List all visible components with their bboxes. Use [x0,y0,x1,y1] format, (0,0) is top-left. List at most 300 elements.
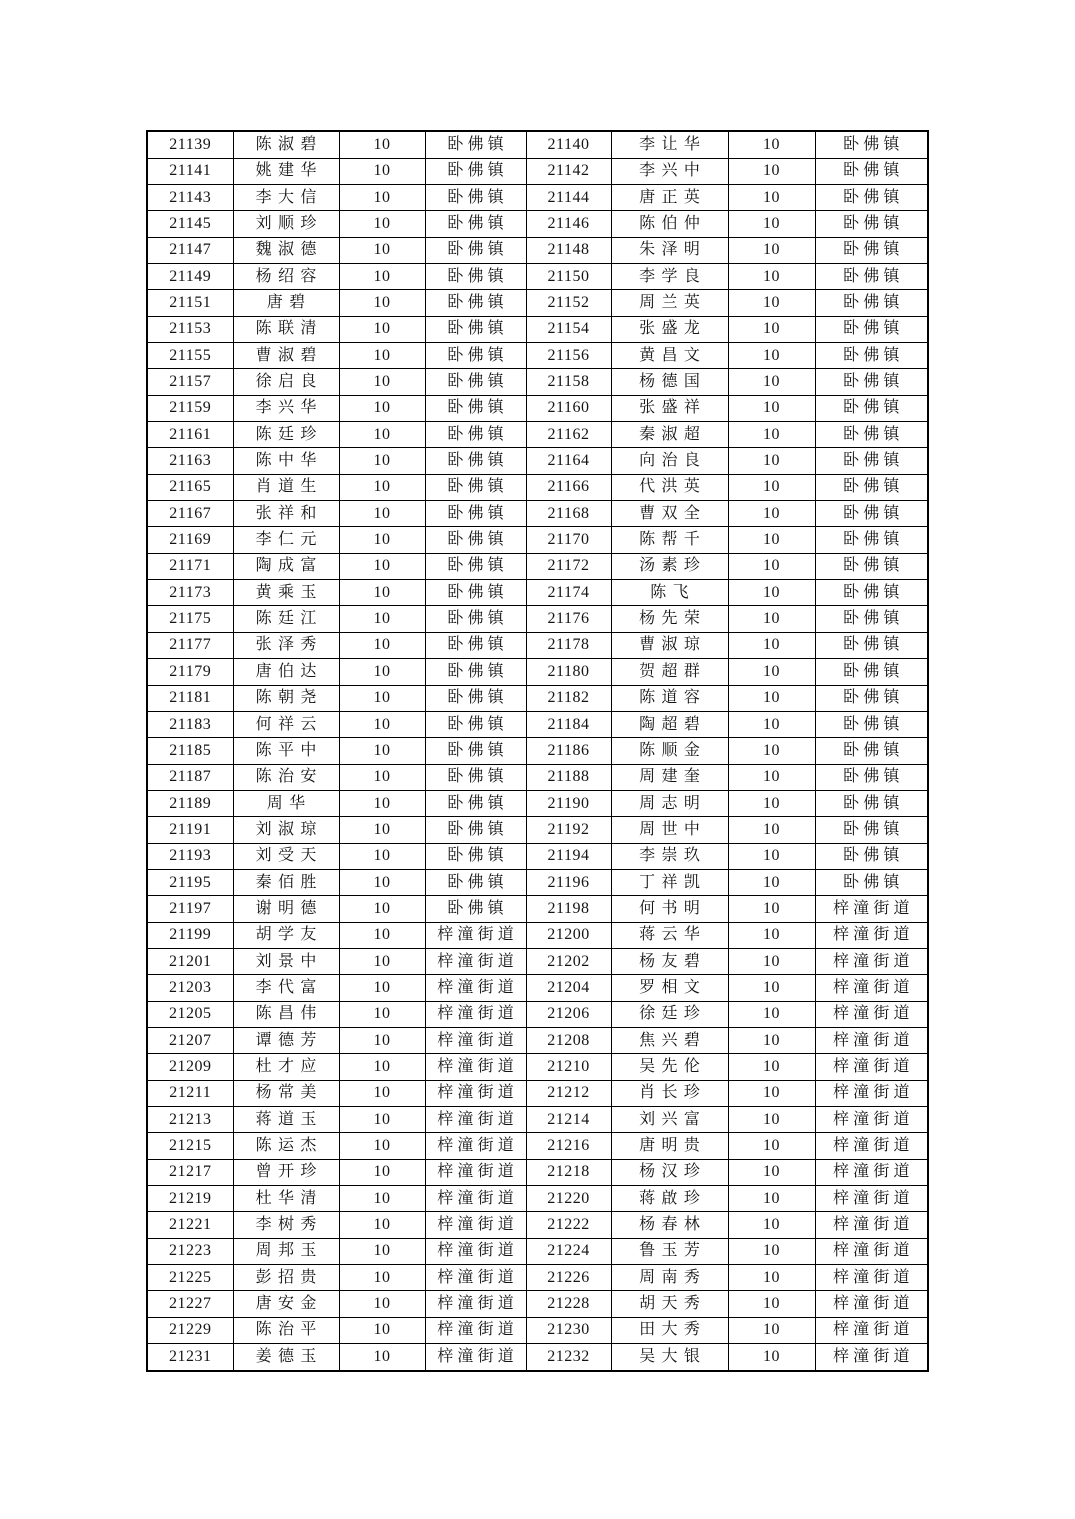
table-row [147,764,928,790]
id-cell: 21141 [147,158,233,184]
name-cell: 黄乘玉 [233,580,339,606]
name-cell: 陈中华 [233,448,339,474]
table-row [147,948,928,974]
town-cell: 卧佛镇 [425,237,526,263]
id-cell: 21228 [526,1291,611,1317]
name-cell: 杨先荣 [611,606,728,632]
amount-cell: 10 [339,711,425,737]
id-cell: 21178 [526,632,611,658]
amount-cell: 10 [728,922,815,948]
amount-cell: 10 [339,474,425,500]
amount-cell: 10 [728,764,815,790]
id-cell: 21197 [147,896,233,922]
id-cell: 21218 [526,1159,611,1185]
table-row [147,1001,928,1027]
name-cell: 朱泽明 [611,237,728,263]
name-cell: 陈顺金 [611,738,728,764]
name-cell: 张盛龙 [611,316,728,342]
name-cell: 姚建华 [233,158,339,184]
id-cell: 21230 [526,1317,611,1343]
id-cell: 21216 [526,1133,611,1159]
id-cell: 21151 [147,290,233,316]
town-cell: 卧佛镇 [425,790,526,816]
town-cell: 卧佛镇 [425,764,526,790]
town-cell: 卧佛镇 [815,711,928,737]
id-cell: 21147 [147,237,233,263]
amount-cell: 10 [728,711,815,737]
amount-cell: 10 [339,764,425,790]
id-cell: 21159 [147,395,233,421]
town-cell: 梓潼街道 [425,1317,526,1343]
amount-cell: 10 [339,817,425,843]
id-cell: 21226 [526,1265,611,1291]
id-cell: 21232 [526,1344,611,1371]
amount-cell: 10 [728,843,815,869]
town-cell: 卧佛镇 [425,369,526,395]
amount-cell: 10 [728,501,815,527]
amount-cell: 10 [339,553,425,579]
name-cell: 李树秀 [233,1212,339,1238]
name-cell: 陈飞 [611,580,728,606]
name-cell: 代洪英 [611,474,728,500]
table-row [147,685,928,711]
amount-cell: 10 [339,606,425,632]
id-cell: 21150 [526,264,611,290]
id-cell: 21189 [147,790,233,816]
id-cell: 21225 [147,1265,233,1291]
table-row [147,290,928,316]
id-cell: 21154 [526,316,611,342]
table-row [147,501,928,527]
id-cell: 21212 [526,1080,611,1106]
name-cell: 谢明德 [233,896,339,922]
id-cell: 21170 [526,527,611,553]
amount-cell: 10 [728,606,815,632]
amount-cell: 10 [339,448,425,474]
town-cell: 卧佛镇 [815,395,928,421]
town-cell: 梓潼街道 [425,975,526,1001]
amount-cell: 10 [728,527,815,553]
id-cell: 21157 [147,369,233,395]
amount-cell: 10 [728,738,815,764]
id-cell: 21164 [526,448,611,474]
id-cell: 21166 [526,474,611,500]
name-cell: 吴大银 [611,1344,728,1371]
town-cell: 梓潼街道 [815,1159,928,1185]
name-cell: 李仁元 [233,527,339,553]
table-row [147,1238,928,1264]
amount-cell: 10 [728,790,815,816]
name-cell: 刘淑琼 [233,817,339,843]
amount-cell: 10 [339,1159,425,1185]
name-cell: 李代富 [233,975,339,1001]
town-cell: 梓潼街道 [815,922,928,948]
id-cell: 21194 [526,843,611,869]
town-cell: 卧佛镇 [815,764,928,790]
town-cell: 卧佛镇 [425,501,526,527]
name-cell: 蒋道玉 [233,1107,339,1133]
id-cell: 21202 [526,948,611,974]
town-cell: 梓潼街道 [815,1001,928,1027]
id-cell: 21175 [147,606,233,632]
amount-cell: 10 [339,896,425,922]
name-cell: 刘受天 [233,843,339,869]
town-cell: 卧佛镇 [425,527,526,553]
id-cell: 21181 [147,685,233,711]
name-cell: 魏淑德 [233,237,339,263]
amount-cell: 10 [728,422,815,448]
id-cell: 21161 [147,422,233,448]
name-cell: 周志明 [611,790,728,816]
id-cell: 21162 [526,422,611,448]
town-cell: 卧佛镇 [425,316,526,342]
name-cell: 曾开珍 [233,1159,339,1185]
table-row [147,1265,928,1291]
town-cell: 梓潼街道 [425,1054,526,1080]
id-cell: 21160 [526,395,611,421]
town-cell: 卧佛镇 [815,580,928,606]
table-row [147,1291,928,1317]
name-cell: 杨常美 [233,1080,339,1106]
table-row [147,790,928,816]
amount-cell: 10 [728,1344,815,1371]
name-cell: 杨友碧 [611,948,728,974]
table-row [147,1344,928,1371]
town-cell: 卧佛镇 [425,817,526,843]
name-cell: 李学良 [611,264,728,290]
town-cell: 卧佛镇 [815,343,928,369]
id-cell: 21165 [147,474,233,500]
name-cell: 陈昌伟 [233,1001,339,1027]
amount-cell: 10 [728,1133,815,1159]
name-cell: 张泽秀 [233,632,339,658]
id-cell: 21155 [147,343,233,369]
id-cell: 21204 [526,975,611,1001]
amount-cell: 10 [339,580,425,606]
table-row [147,817,928,843]
name-cell: 杨绍容 [233,264,339,290]
town-cell: 卧佛镇 [425,343,526,369]
name-cell: 向治良 [611,448,728,474]
town-cell: 卧佛镇 [425,211,526,237]
name-cell: 鲁玉芳 [611,1238,728,1264]
name-cell: 陈运杰 [233,1133,339,1159]
id-cell: 21179 [147,659,233,685]
name-cell: 何祥云 [233,711,339,737]
name-cell: 刘兴富 [611,1107,728,1133]
id-cell: 21200 [526,922,611,948]
town-cell: 梓潼街道 [425,1212,526,1238]
table-row [147,869,928,895]
amount-cell: 10 [339,211,425,237]
table-row [147,975,928,1001]
amount-cell: 10 [728,1080,815,1106]
name-cell: 唐伯达 [233,659,339,685]
table-row [147,738,928,764]
town-cell: 梓潼街道 [815,1133,928,1159]
id-cell: 21177 [147,632,233,658]
table-row [147,1186,928,1212]
table-row [147,474,928,500]
amount-cell: 10 [728,264,815,290]
id-cell: 21144 [526,184,611,210]
name-cell: 肖长珍 [611,1080,728,1106]
id-cell: 21210 [526,1054,611,1080]
amount-cell: 10 [728,343,815,369]
town-cell: 卧佛镇 [425,843,526,869]
name-cell: 陈朝尧 [233,685,339,711]
amount-cell: 10 [339,501,425,527]
name-cell: 肖道生 [233,474,339,500]
town-cell: 梓潼街道 [815,1238,928,1264]
id-cell: 21156 [526,343,611,369]
name-cell: 胡天秀 [611,1291,728,1317]
amount-cell: 10 [339,422,425,448]
table-row [147,237,928,263]
town-cell: 卧佛镇 [425,711,526,737]
name-cell: 贺超群 [611,659,728,685]
town-cell: 卧佛镇 [815,869,928,895]
amount-cell: 10 [728,1027,815,1053]
amount-cell: 10 [728,1107,815,1133]
amount-cell: 10 [728,1317,815,1343]
name-cell: 罗相文 [611,975,728,1001]
id-cell: 21211 [147,1080,233,1106]
name-cell: 姜德玉 [233,1344,339,1371]
amount-cell: 10 [339,632,425,658]
amount-cell: 10 [728,632,815,658]
name-cell: 陈治平 [233,1317,339,1343]
table-row [147,632,928,658]
amount-cell: 10 [728,1238,815,1264]
town-cell: 卧佛镇 [425,290,526,316]
amount-cell: 10 [339,1133,425,1159]
town-cell: 卧佛镇 [815,131,928,158]
town-cell: 卧佛镇 [815,501,928,527]
id-cell: 21145 [147,211,233,237]
name-cell: 秦佰胜 [233,869,339,895]
town-cell: 卧佛镇 [425,158,526,184]
amount-cell: 10 [339,1001,425,1027]
town-cell: 卧佛镇 [425,448,526,474]
name-cell: 唐碧 [233,290,339,316]
name-cell: 汤素珍 [611,553,728,579]
table-row [147,659,928,685]
amount-cell: 10 [339,264,425,290]
town-cell: 卧佛镇 [815,448,928,474]
town-cell: 卧佛镇 [425,422,526,448]
town-cell: 梓潼街道 [425,1159,526,1185]
town-cell: 梓潼街道 [425,922,526,948]
name-cell: 周世中 [611,817,728,843]
name-cell: 杨春林 [611,1212,728,1238]
town-cell: 卧佛镇 [815,553,928,579]
town-cell: 梓潼街道 [425,948,526,974]
town-cell: 梓潼街道 [425,1107,526,1133]
id-cell: 21173 [147,580,233,606]
town-cell: 卧佛镇 [425,896,526,922]
amount-cell: 10 [339,1317,425,1343]
name-cell: 李让华 [611,131,728,158]
town-cell: 卧佛镇 [425,632,526,658]
town-cell: 梓潼街道 [815,948,928,974]
town-cell: 梓潼街道 [815,1344,928,1371]
id-cell: 21206 [526,1001,611,1027]
id-cell: 21205 [147,1001,233,1027]
id-cell: 21227 [147,1291,233,1317]
name-cell: 田大秀 [611,1317,728,1343]
id-cell: 21186 [526,738,611,764]
town-cell: 梓潼街道 [425,1133,526,1159]
id-cell: 21152 [526,290,611,316]
name-cell: 胡学友 [233,922,339,948]
amount-cell: 10 [339,790,425,816]
table-row [147,1159,928,1185]
town-cell: 卧佛镇 [815,158,928,184]
amount-cell: 10 [728,1291,815,1317]
town-cell: 卧佛镇 [815,790,928,816]
id-cell: 21184 [526,711,611,737]
name-cell: 黄昌文 [611,343,728,369]
amount-cell: 10 [728,1001,815,1027]
amount-cell: 10 [728,580,815,606]
town-cell: 卧佛镇 [815,264,928,290]
name-cell: 杨汉珍 [611,1159,728,1185]
id-cell: 21176 [526,606,611,632]
amount-cell: 10 [728,158,815,184]
table-row [147,1317,928,1343]
id-cell: 21207 [147,1027,233,1053]
table-row [147,922,928,948]
amount-cell: 10 [728,395,815,421]
table-row [147,448,928,474]
town-cell: 梓潼街道 [425,1291,526,1317]
table-row [147,369,928,395]
town-cell: 卧佛镇 [815,606,928,632]
id-cell: 21180 [526,659,611,685]
town-cell: 卧佛镇 [425,131,526,158]
id-cell: 21208 [526,1027,611,1053]
town-cell: 梓潼街道 [425,1186,526,1212]
amount-cell: 10 [339,948,425,974]
name-cell: 李兴华 [233,395,339,421]
name-cell: 蒋云华 [611,922,728,948]
town-cell: 梓潼街道 [425,1001,526,1027]
name-cell: 周华 [233,790,339,816]
town-cell: 梓潼街道 [425,1265,526,1291]
id-cell: 21172 [526,553,611,579]
id-cell: 21187 [147,764,233,790]
amount-cell: 10 [339,343,425,369]
name-cell: 杜才应 [233,1054,339,1080]
id-cell: 21217 [147,1159,233,1185]
name-cell: 彭招贵 [233,1265,339,1291]
town-cell: 梓潼街道 [815,896,928,922]
id-cell: 21140 [526,131,611,158]
amount-cell: 10 [339,316,425,342]
town-cell: 卧佛镇 [815,843,928,869]
table-row [147,1080,928,1106]
town-cell: 卧佛镇 [425,869,526,895]
id-cell: 21168 [526,501,611,527]
town-cell: 卧佛镇 [815,184,928,210]
name-cell: 陈联清 [233,316,339,342]
town-cell: 卧佛镇 [815,316,928,342]
town-cell: 卧佛镇 [425,264,526,290]
amount-cell: 10 [728,369,815,395]
amount-cell: 10 [339,1212,425,1238]
id-cell: 21139 [147,131,233,158]
amount-cell: 10 [339,1027,425,1053]
amount-cell: 10 [339,131,425,158]
name-cell: 张盛祥 [611,395,728,421]
town-cell: 卧佛镇 [815,369,928,395]
amount-cell: 10 [339,1186,425,1212]
id-cell: 21153 [147,316,233,342]
id-cell: 21220 [526,1186,611,1212]
table-row [147,843,928,869]
amount-cell: 10 [728,1159,815,1185]
name-cell: 陶成富 [233,553,339,579]
town-cell: 梓潼街道 [815,1212,928,1238]
id-cell: 21190 [526,790,611,816]
table-row [147,1212,928,1238]
town-cell: 梓潼街道 [815,1265,928,1291]
name-cell: 张祥和 [233,501,339,527]
id-cell: 21229 [147,1317,233,1343]
amount-cell: 10 [728,448,815,474]
amount-cell: 10 [728,948,815,974]
name-cell: 曹双全 [611,501,728,527]
table-row [147,711,928,737]
town-cell: 梓潼街道 [815,975,928,1001]
amount-cell: 10 [339,1107,425,1133]
town-cell: 梓潼街道 [425,1238,526,1264]
id-cell: 21223 [147,1238,233,1264]
amount-cell: 10 [339,975,425,1001]
table-row [147,1107,928,1133]
town-cell: 卧佛镇 [815,422,928,448]
amount-cell: 10 [339,184,425,210]
name-cell: 陈伯仲 [611,211,728,237]
amount-cell: 10 [339,922,425,948]
name-cell: 李崇玖 [611,843,728,869]
id-cell: 21171 [147,553,233,579]
town-cell: 梓潼街道 [815,1107,928,1133]
town-cell: 梓潼街道 [815,1054,928,1080]
town-cell: 卧佛镇 [815,632,928,658]
town-cell: 卧佛镇 [815,685,928,711]
id-cell: 21167 [147,501,233,527]
name-cell: 杜华清 [233,1186,339,1212]
town-cell: 卧佛镇 [425,553,526,579]
id-cell: 21169 [147,527,233,553]
amount-cell: 10 [728,1186,815,1212]
amount-cell: 10 [728,817,815,843]
amount-cell: 10 [728,553,815,579]
name-cell: 刘景中 [233,948,339,974]
id-cell: 21231 [147,1344,233,1371]
amount-cell: 10 [728,474,815,500]
table-row [147,1133,928,1159]
name-cell: 陈廷珍 [233,422,339,448]
town-cell: 卧佛镇 [425,659,526,685]
table-row [147,606,928,632]
name-cell: 焦兴碧 [611,1027,728,1053]
name-cell: 谭德芳 [233,1027,339,1053]
amount-cell: 10 [728,211,815,237]
id-cell: 21149 [147,264,233,290]
